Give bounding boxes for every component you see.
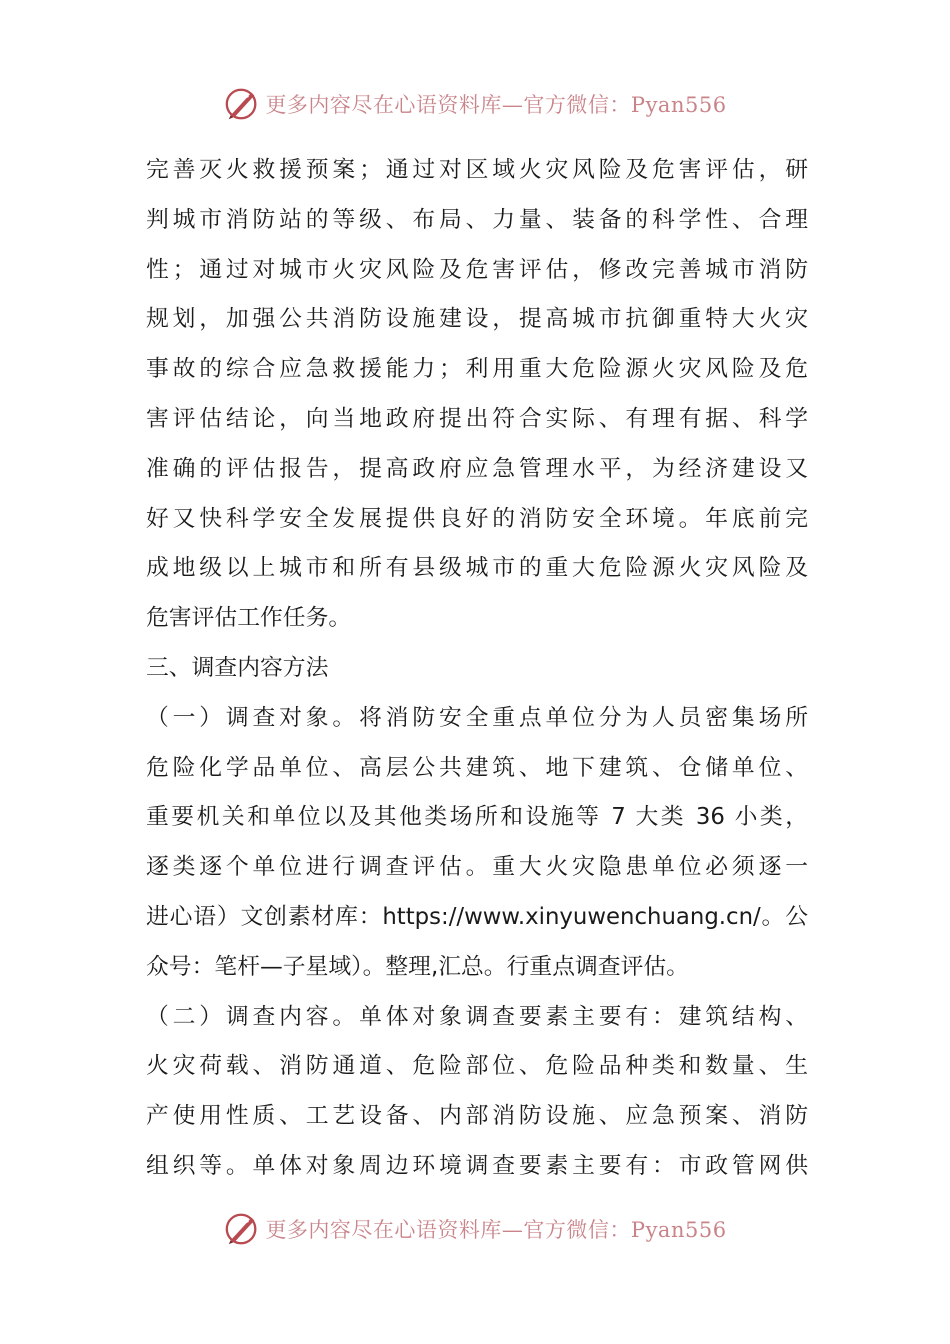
text-line: 准确的评估报告，提高政府应急管理水平，为经济建设又	[146, 455, 808, 482]
section-heading: 三、调查内容方法	[146, 654, 329, 681]
text-line: 火灾荷载、消防通道、危险部位、危险品种类和数量、生	[146, 1053, 808, 1080]
text-line: （一）调查对象。将消防安全重点单位分为人员密集场所	[146, 704, 808, 731]
banner-text: 更多内容尽在心语资料库—官方微信：Pyan556	[265, 93, 727, 117]
text-line: 逐类逐个单位进行调查评估。重大火灾隐患单位必须逐一	[146, 854, 808, 881]
text-line: 产使用性质、工艺设备、内部消防设施、应急预案、消防	[146, 1103, 808, 1130]
text-line: 规划，加强公共消防设施建设，提高城市抗御重特大火灾	[146, 306, 808, 333]
banner-text: 更多内容尽在心语资料库—官方微信：Pyan556	[265, 1218, 727, 1242]
document-body	[146, 146, 808, 1192]
pen-quill-logo-icon	[223, 1210, 261, 1248]
text-line: 危险化学品单位、高层公共建筑、地下建筑、仓储单位、	[146, 754, 808, 781]
text-line: 组织等。单体对象周边环境调查要素主要有：市政管网供	[146, 1152, 808, 1179]
text-line: 好又快科学安全发展提供良好的消防安全环境。年底前完	[146, 505, 808, 532]
text-line: 成地级以上城市和所有县级城市的重大危险源火灾风险及	[146, 555, 808, 582]
pen-quill-logo-icon	[223, 85, 261, 123]
text-line: 进心语）文创素材库：https://www.xinyuwenchuang.cn/。公	[146, 903, 808, 930]
text-line: 事故的综合应急救援能力；利用重大危险源火灾风险及危	[146, 356, 808, 383]
text-line: 重要机关和单位以及其他类场所和设施等 7 大类 36 小类，	[146, 804, 808, 831]
footer-banner	[0, 1207, 950, 1251]
text-line: 性；通过对城市火灾风险及危害评估，修改完善城市消防	[146, 256, 808, 283]
text-line: 判城市消防站的等级、布局、力量、装备的科学性、合理	[146, 206, 808, 233]
text-line: （二）调查内容。单体对象调查要素主要有：建筑结构、	[146, 1003, 808, 1030]
header-banner	[0, 82, 950, 126]
text-line: 完善灭火救援预案；通过对区域火灾风险及危害评估，研	[146, 157, 808, 183]
text-line: 众号：笔杆—子星域）。整理,汇总。行重点调查评估。	[146, 953, 689, 980]
text-line: 危害评估工作任务。	[146, 605, 352, 632]
text-line: 害评估结论，向当地政府提出符合实际、有理有据、科学	[146, 405, 808, 432]
